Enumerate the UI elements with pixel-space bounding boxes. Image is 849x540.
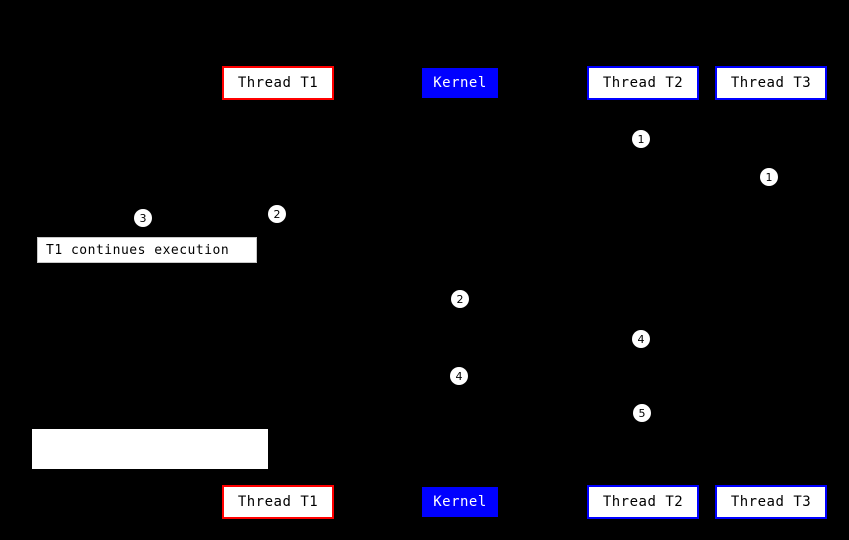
lifeline-label: Thread T1 [237, 75, 319, 91]
lifeline-header-kernel-bottom [422, 487, 498, 517]
step-marker-1-t3 [760, 168, 778, 186]
lifeline-header-thread-t2-top [587, 66, 699, 100]
step-marker-label: 4 [637, 332, 645, 346]
step-marker-4-kernel [450, 367, 468, 385]
lifeline-label: Kernel [433, 494, 487, 510]
step-marker-label: 3 [139, 211, 147, 225]
lifeline-label: Kernel [433, 75, 487, 91]
lifeline-label: Thread T3 [730, 494, 812, 510]
step-marker-label: 1 [637, 132, 645, 146]
lifeline-header-thread-t3-top [715, 66, 827, 100]
lifeline-label: Thread T1 [237, 494, 319, 510]
step-marker-label: 4 [455, 369, 463, 383]
step-marker-3-t1 [134, 209, 152, 227]
note-t1-continues [37, 237, 257, 263]
step-marker-label: 2 [456, 292, 464, 306]
lifeline-header-thread-t1-top [222, 66, 334, 100]
lifeline-label: Thread T2 [602, 494, 684, 510]
lifeline-header-thread-t3-bottom [715, 485, 827, 519]
step-marker-2-kernel [451, 290, 469, 308]
note-blank [32, 429, 268, 469]
lifeline-label: Thread T3 [730, 75, 812, 91]
step-marker-label: 2 [273, 207, 281, 221]
step-marker-4-t2 [632, 330, 650, 348]
lifeline-header-kernel-top [422, 68, 498, 98]
step-marker-label: 1 [765, 170, 773, 184]
note-text: T1 continues execution [46, 242, 230, 258]
step-marker-2-t1 [268, 205, 286, 223]
lifeline-header-thread-t1-bottom [222, 485, 334, 519]
step-marker-1-t2 [632, 130, 650, 148]
step-marker-label: 5 [638, 406, 646, 420]
step-marker-5-t2 [633, 404, 651, 422]
lifeline-header-thread-t2-bottom [587, 485, 699, 519]
lifeline-label: Thread T2 [602, 75, 684, 91]
